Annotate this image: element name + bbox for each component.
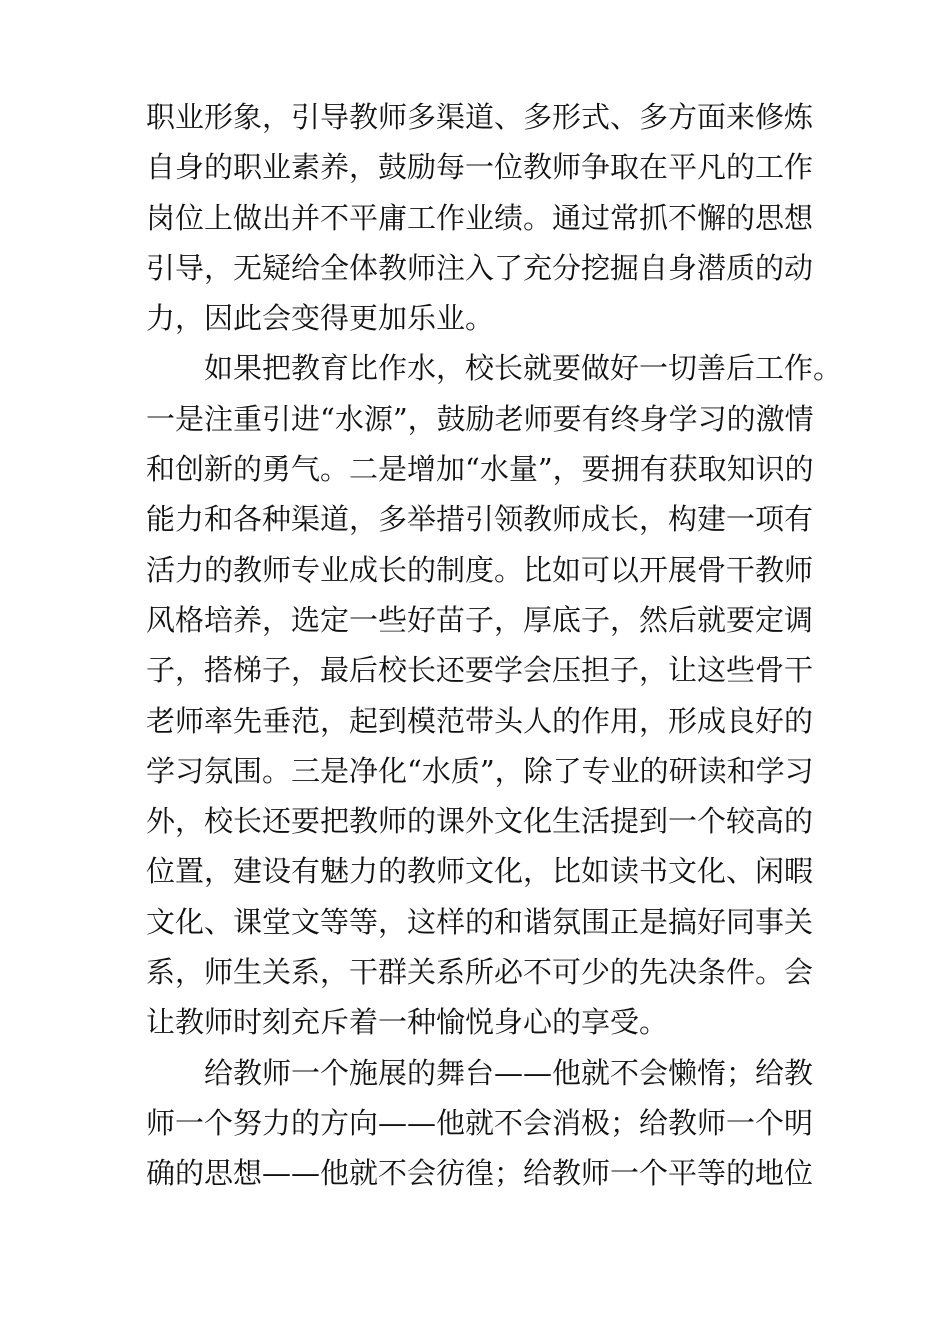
paragraph-first-line: 给教师一个施展的舞台——他就不会懒惰；给教 xyxy=(204,1055,814,1090)
text-line: 能力和各种渠道，多举措引领教师成长，构建一项有 xyxy=(146,502,814,537)
text-line: 确的思想——他就不会彷徨；给教师一个平等的地位 xyxy=(146,1156,814,1191)
text-line: 职业形象，引导教师多渠道、多形式、多方面来修炼 xyxy=(146,100,814,134)
text-line: 学习氛围。三是净化“水质”，除了专业的研读和学习 xyxy=(146,753,814,788)
text-line: 自身的职业素养，鼓励每一位教师争取在平凡的工作 xyxy=(146,150,814,185)
text-line: 引导，无疑给全体教师注入了充分挖掘自身潜质的动 xyxy=(146,250,814,285)
text-line: 系，师生关系，干群关系所必不可少的先决条件。会 xyxy=(146,955,814,990)
paragraph-first-line: 如果把教育比作水，校长就要做好一切善后工作。 xyxy=(204,351,843,386)
text-line: 岗位上做出并不平庸工作业绩。通过常抓不懈的思想 xyxy=(146,200,814,235)
body-text xyxy=(146,92,843,1199)
text-line: 和创新的勇气。二是增加“水量”，要拥有获取知识的 xyxy=(146,452,814,487)
text-line: 文化、课堂文等等，这样的和谐氛围正是搞好同事关 xyxy=(146,904,814,939)
text-line: 一是注重引进“水源”，鼓励老师要有终身学习的激情 xyxy=(146,401,814,436)
text-line: 外，校长还要把教师的课外文化生活提到一个较高的 xyxy=(146,804,814,839)
text-line: 子，搭梯子，最后校长还要学会压担子，让这些骨干 xyxy=(146,653,814,688)
text-line: 位置，建设有魅力的教师文化，比如读书文化、闲暇 xyxy=(146,854,814,889)
text-line: 风格培养，选定一些好苗子，厚底子，然后就要定调 xyxy=(146,602,814,637)
text-line: 老师率先垂范，起到模范带头人的作用，形成良好的 xyxy=(146,703,814,738)
text-line: 力，因此会变得更加乐业。 xyxy=(146,301,495,336)
text-line: 让教师时刻充斥着一种愉悦身心的享受。 xyxy=(146,1005,669,1040)
text-line: 师一个努力的方向——他就不会消极；给教师一个明 xyxy=(146,1105,814,1140)
text-line: 活力的教师专业成长的制度。比如可以开展骨干教师 xyxy=(146,552,814,587)
